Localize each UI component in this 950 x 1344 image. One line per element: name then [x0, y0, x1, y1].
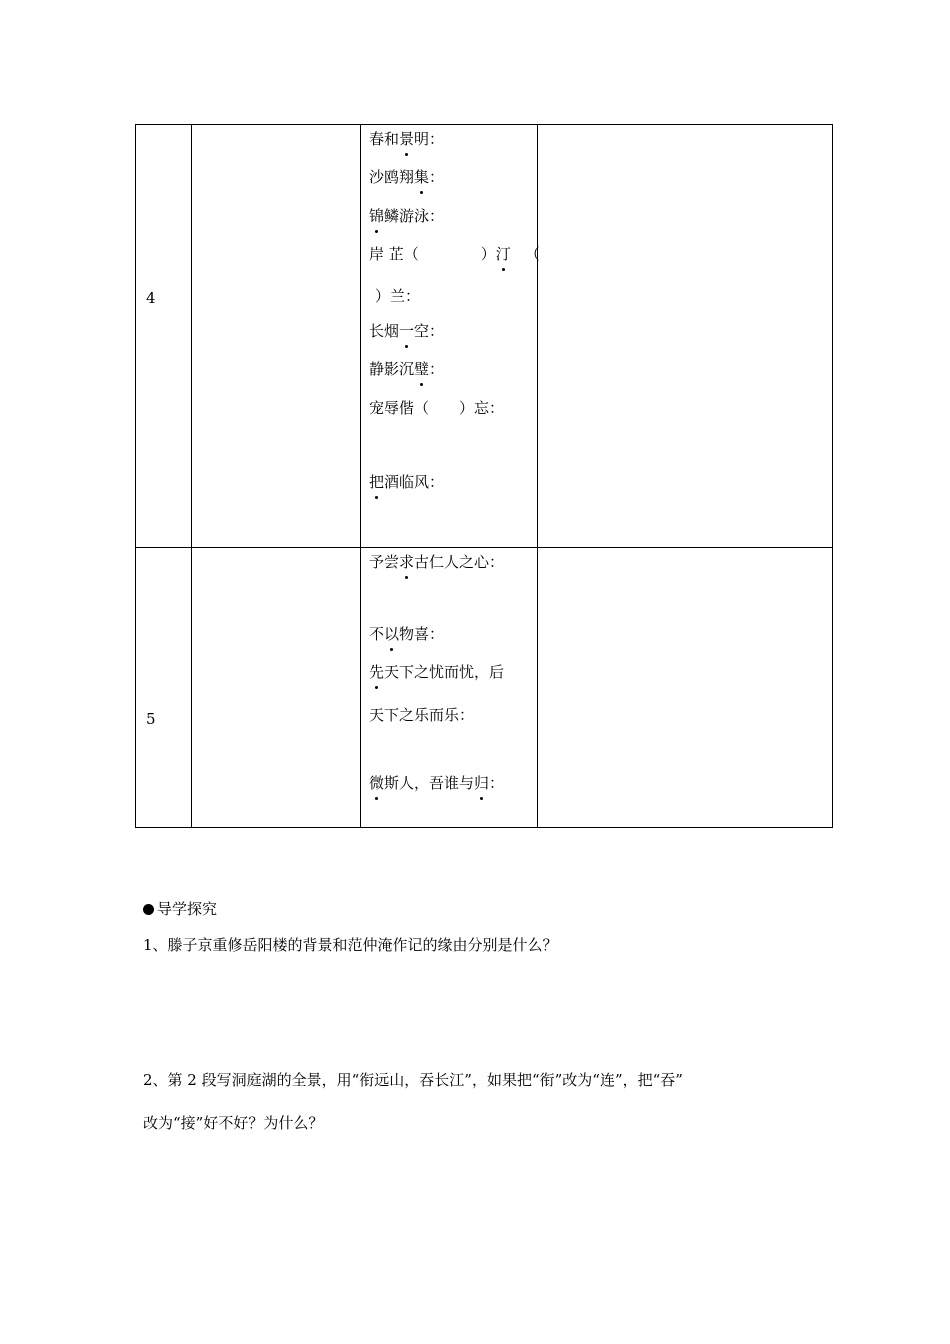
emphasis-dot-char: 归 — [474, 774, 490, 792]
emphasis-dot-char: 集 — [414, 168, 430, 186]
phrase-line: 岸 芷（ ）汀 （ — [369, 245, 540, 263]
phrase-line: 予尝求古仁人之心： — [369, 553, 505, 571]
question-1: 1、滕子京重修岳阳楼的背景和范仲淹作记的缘由分别是什么？ — [143, 936, 558, 954]
phrase-line: 先天下之忧而忧，后 — [369, 663, 505, 681]
phrase-line: 沙鸥翔集： — [369, 168, 445, 186]
phrase-line: 锦鳞游泳： — [369, 207, 445, 225]
row-number: 4 — [146, 289, 156, 307]
phrase-line: ）兰： — [375, 287, 421, 305]
emphasis-dot-char: 把 — [369, 473, 385, 491]
blank-cell — [538, 125, 833, 548]
phrase-line: 春和景明： — [369, 130, 445, 148]
notes-table — [135, 124, 833, 828]
emphasis-dot-char: 微 — [369, 774, 385, 792]
emphasis-dot-char: 以 — [384, 625, 400, 643]
row-number: 5 — [146, 710, 156, 728]
emphasis-dot-char: 先 — [369, 663, 385, 681]
phrase-line: 微斯人，吾谁与归： — [369, 774, 505, 792]
bullet-icon — [143, 904, 154, 915]
phrase-line: 不以物喜： — [369, 625, 445, 643]
table-row — [136, 548, 833, 828]
emphasis-dot-char: 璧 — [414, 360, 430, 378]
question-2-line-2: 改为“接”好不好？为什么？ — [143, 1114, 324, 1132]
phrase-cell — [361, 125, 538, 548]
table-row — [136, 125, 833, 548]
question-2-line-1: 2、第 2 段写洞庭湖的全景，用“衔远山，吞长江”，如果把“衔”改为“连”，把“吞” — [143, 1071, 683, 1089]
emphasis-dot-char: 汀 — [495, 245, 511, 263]
emphasis-dot-char: 景 — [399, 130, 415, 148]
row-number-cell — [136, 125, 192, 548]
emphasis-dot-char: 求 — [399, 553, 415, 571]
emphasis-dot-char: 锦 — [369, 207, 385, 225]
row-number-cell — [136, 548, 192, 828]
blank-cell — [538, 548, 833, 828]
phrase-line: 静影沉璧： — [369, 360, 445, 378]
section-heading: 导学探究 — [143, 898, 217, 919]
emphasis-dot-char: 一 — [399, 322, 415, 340]
phrase-line: 长烟一空： — [369, 322, 445, 340]
phrase-cell — [361, 548, 538, 828]
blank-cell — [192, 125, 361, 548]
phrase-line: 宠辱偕（ ）忘： — [369, 399, 505, 417]
blank-cell — [192, 548, 361, 828]
phrase-line: 天下之乐而乐： — [369, 706, 475, 724]
phrase-line: 把酒临风： — [369, 473, 445, 491]
